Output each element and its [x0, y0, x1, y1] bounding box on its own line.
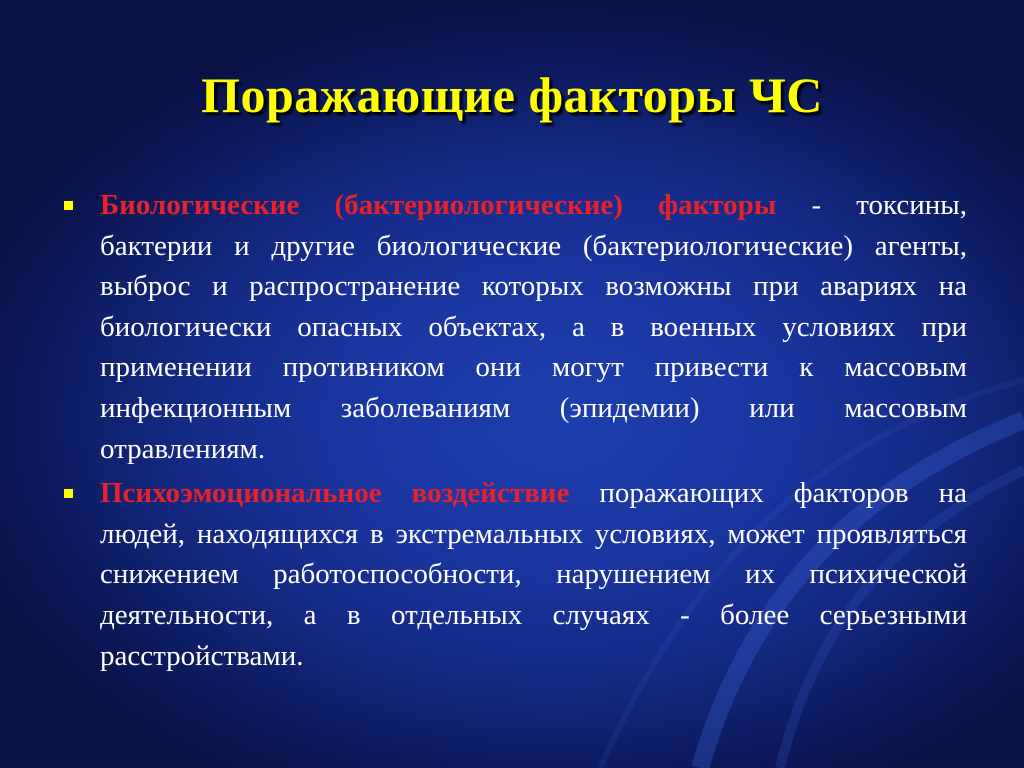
bullet-list [62, 185, 967, 680]
list-item-psychoemotional [62, 473, 967, 676]
item-text-biological: - токсины, бактерии и другие биологические (бактериологические) агенты, выброс и распространение которых возможны при авариях на биологически опасных объектах, а в военных условиях при применении противником они могут привести к массовым инфекционным заболеваниям (эпидемии) или массовым отравлениям. [100, 189, 967, 465]
square-bullet-icon [64, 489, 73, 498]
slide-title: Поражающие факторы ЧС [201, 67, 823, 123]
item-text-psychoemotional: поражающих факторов на людей, находящихся в экстремальных условиях, может проявляться снижением работоспособности, нарушением их психической деятельности, а в отдельных случаях - более серьезными расстройствами. [100, 477, 967, 672]
square-bullet-icon [64, 201, 73, 210]
term-biological: Биологические (бактериологические) факторы [100, 189, 777, 221]
term-psychoemotional: Психоэмоциональное воздействие [100, 477, 570, 510]
list-item-biological [62, 185, 967, 469]
